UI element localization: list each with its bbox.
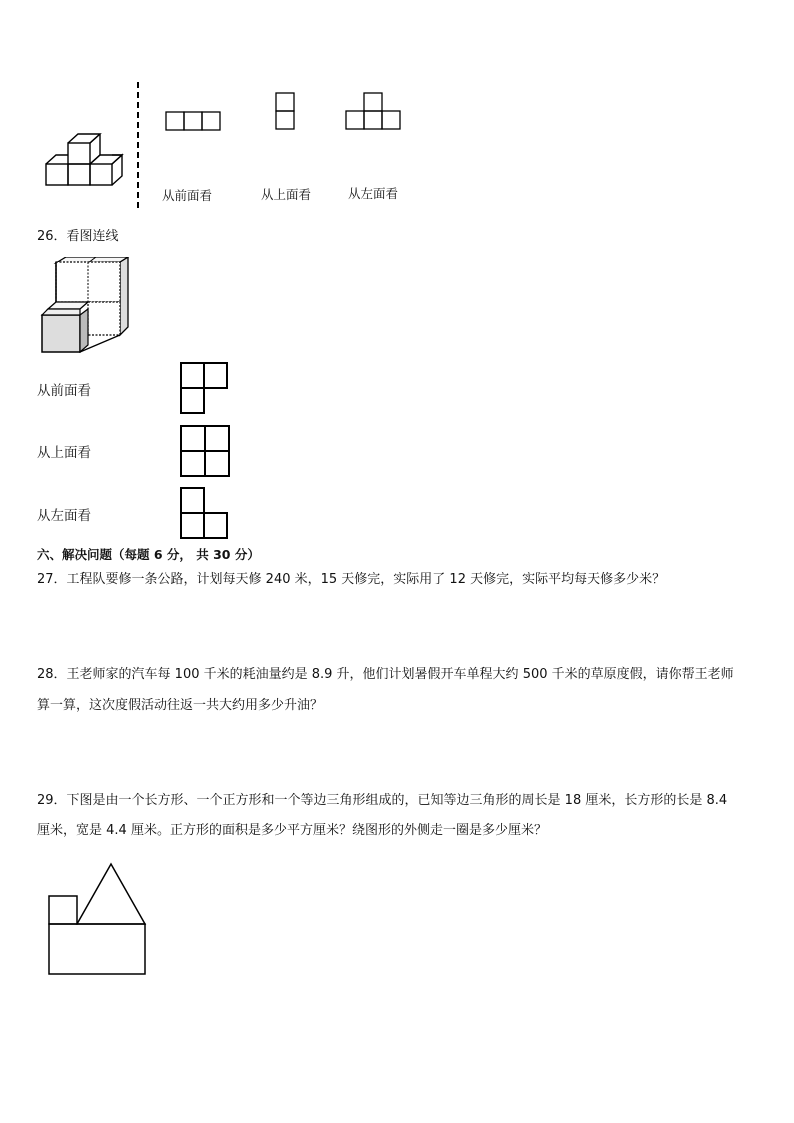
q25-top-view xyxy=(275,92,295,130)
q25-left-view xyxy=(345,92,403,130)
q26-solid-figure xyxy=(38,257,130,353)
q25-solid-figure xyxy=(44,128,124,188)
q26-shape-left-option xyxy=(179,486,229,540)
section6-heading: 六、解决问题（每题 6 分， 共 30 分） xyxy=(37,547,260,562)
q26-title: 26．看图连线 xyxy=(37,229,119,244)
q26-left-label: 从左面看 xyxy=(37,508,91,524)
q26-front-label: 从前面看 xyxy=(37,383,91,399)
q25-top-label: 从上面看 xyxy=(261,187,312,202)
q25-front-view xyxy=(165,111,221,131)
q26-shape-front-option xyxy=(179,361,229,415)
q29-composite-figure xyxy=(47,861,149,977)
q29-line2: 厘米，宽是 4.4 厘米。正方形的面积是多少平方厘米？绕图形的外侧走一圈是多少厘米？ xyxy=(37,823,547,838)
q26-top-label: 从上面看 xyxy=(37,445,91,461)
q28-line2: 算一算，这次度假活动往返一共大约用多少升油？ xyxy=(37,698,324,713)
q26-shape-top-option xyxy=(179,424,231,478)
q25-dashed-divider xyxy=(137,82,139,208)
q28-line1: 28．王老师家的汽车每 100 千米的耗油量约是 8.9 升，他们计划暑假开车单程大约 500 千米的草原度假，请你帮王老师 xyxy=(37,667,734,682)
q27-text: 27．工程队要修一条公路，计划每天修 240 米，15 天修完，实际用了 12 天修完，实际平均每天修多少米？ xyxy=(37,572,666,587)
q25-front-label: 从前面看 xyxy=(162,188,213,203)
q29-line1: 29．下图是由一个长方形、一个正方形和一个等边三角形组成的，已知等边三角形的周长是 18 厘米，长方形的长是 8.4 xyxy=(37,793,728,808)
q25-left-label: 从左面看 xyxy=(348,186,399,201)
